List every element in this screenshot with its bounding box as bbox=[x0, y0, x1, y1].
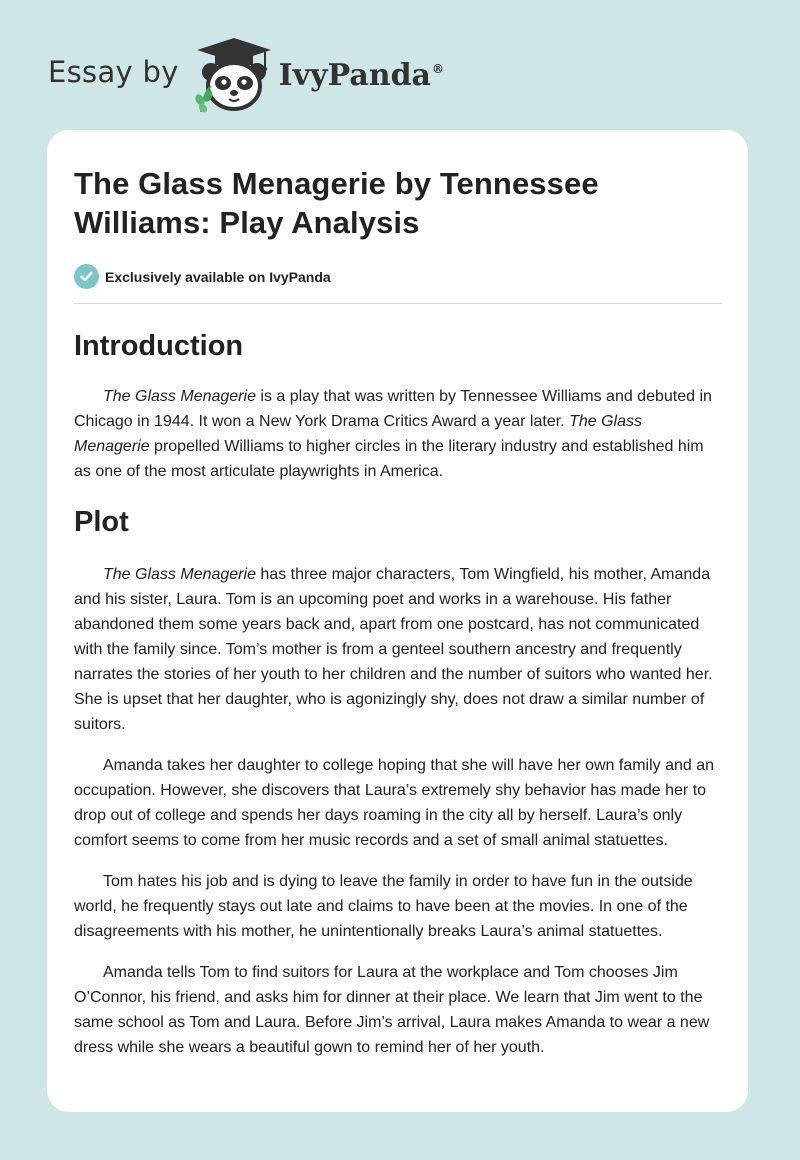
section-heading-introduction: Introduction bbox=[74, 330, 244, 362]
exclusive-badge bbox=[74, 264, 722, 289]
check-icon bbox=[74, 264, 99, 289]
paragraph: Amanda takes her daughter to college hoping that she will have her own family and an occupation. However, she discovers that Laura’s extremely shy behavior has made her to drop out of college and spends her days roaming in the city all by herself. Laura’s only comfort seems to come from her music records and a set of small animal statuettes. bbox=[74, 757, 715, 849]
paragraph: Tom hates his job and is dying to leave the family in order to have fun in the outside world, he frequently stays out late and claims to have been at the movies. In one of the disagreements with his mother, he unintentionally breaks Laura’s animal statuettes. bbox=[74, 873, 693, 940]
divider bbox=[74, 303, 722, 304]
article-title: The Glass Menagerie by Tennessee Williams: Play Analysis bbox=[74, 166, 599, 240]
paragraph: The Glass Menagerie has three major characters, Tom Wingfield, his mother, Amanda and his sister, Laura. Tom is an upcoming poet and works in a warehouse. His father abandoned them some years back and, apart from one postcard, has not communicated with the family since. Tom’s mother is from a genteel southern ancestry and frequently narrates the stories of her youth to her children and the number of suitors who wanted her. She is upset that her daughter, who is agonizingly shy, does not draw a similar number of suitors. bbox=[74, 566, 713, 733]
paragraph: The Glass Menagerie is a play that was written by Tennessee Williams and debuted in Chicago in 1944. It won a New York Drama Critics Award a year later. The Glass Menagerie propelled Williams to higher circles in the literary industry and established him as one of the most articulate playwrights in America. bbox=[74, 388, 712, 480]
panda-graduate-icon bbox=[191, 34, 277, 114]
brand-prefix: Essay by bbox=[48, 55, 179, 89]
section-heading-plot: Plot bbox=[74, 506, 129, 538]
article-card bbox=[47, 130, 748, 1112]
brand-name[interactable]: IvyPanda® bbox=[278, 57, 444, 93]
registered-mark: ® bbox=[432, 61, 444, 76]
brand-header bbox=[48, 34, 444, 114]
paragraph: Amanda tells Tom to find suitors for Laura at the workplace and Tom chooses Jim O’Connor, his friend, and asks him for dinner at their place. We learn that Jim went to the same school as Tom and Laura. Before Jim’s arrival, Laura makes Amanda to wear a new dress while she wears a beautiful gown to remind her of her youth. bbox=[74, 964, 710, 1056]
badge-label: Exclusively available on IvyPanda bbox=[105, 268, 331, 285]
